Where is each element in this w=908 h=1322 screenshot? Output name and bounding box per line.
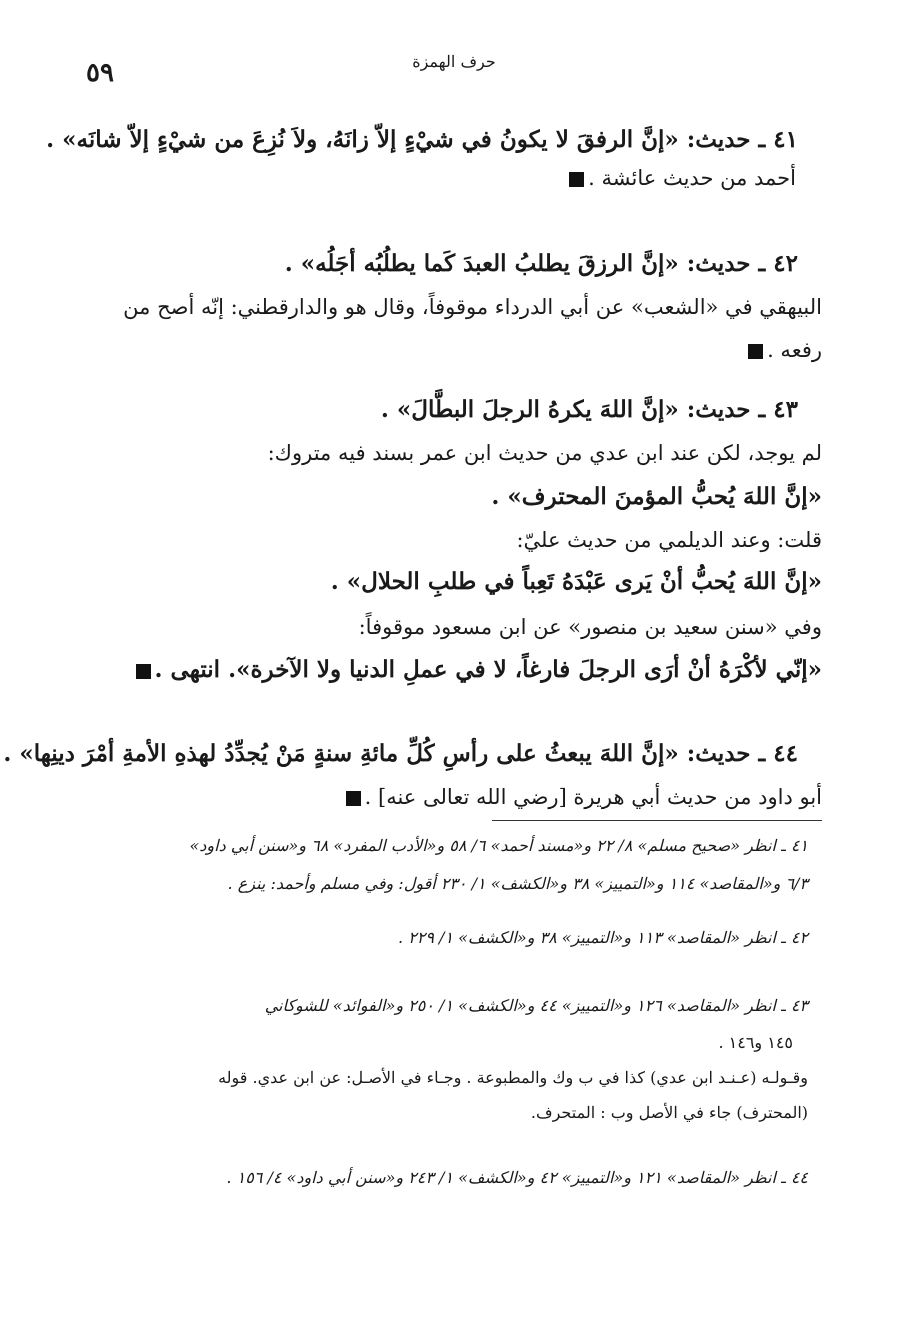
footnote-separator — [492, 820, 822, 821]
footnote-41-line2: ٦/٣ و«المقاصد» ١١٤ و«التمييز» ٣٨ و«الكشف» ١/ ٢٣٠ أقول: وفي مسلم وأحمد: ينزع . — [227, 874, 808, 893]
hadith-42-source-line1: البيهقي في «الشعب» عن أبي الدرداء موقوفاً، وقال هو والدارقطني: إنّه أصح من — [123, 295, 822, 319]
hadith-43-heading: ٤٣ ـ حديث: «إنَّ اللهَ يكرهُ الرجلَ البطَّالَ» . — [380, 396, 798, 423]
hadith-43-body-line5: وفي «سنن سعيد بن منصور» عن ابن مسعود موقوفاً: — [358, 615, 822, 639]
footnote-43-line3: وقـولـه (عـنـد ابن عدي) كذا في ب وك والمطبوعة . وجـاء في الأصـل: عن ابن عدي. قوله — [218, 1068, 808, 1087]
hadith-43-body-line1: لم يوجد، لكن عند ابن عدي من حديث ابن عمر بسند فيه متروك: — [267, 441, 822, 465]
hadith-44-heading: ٤٤ ـ حديث: «إنَّ اللهَ يبعثُ على رأسِ كُلِّ مائةِ سنةٍ مَنْ يُجدِّدُ لهذهِ الأمةِ أمْرَ دينِها» . — [3, 740, 798, 767]
hadith-42-heading: ٤٢ ـ حديث: «إنَّ الرزقَ يطلبُ العبدَ كَما يطلُبُه أجَلُه» . — [284, 250, 798, 277]
end-mark-icon — [346, 791, 361, 806]
hadith-43-body-line4: «إنَّ اللهَ يُحبُّ أنْ يَرى عَبْدَهُ تَعِباً في طلبِ الحلال» . — [330, 568, 822, 595]
footnote-42: ٤٢ ـ انظر «المقاصد» ١١٣ و«التمييز» ٣٨ و«الكشف» ١/ ٢٢٩ . — [398, 928, 808, 947]
hadith-44-source: أبو داود من حديث أبي هريرة [رضي الله تعالى عنه] . — [342, 787, 822, 808]
footnote-41-line1: ٤١ ـ انظر «صحيح مسلم» ٨/ ٢٢ و«مسند أحمد» ٦/ ٥٨ و«الأدب المفرد» ٦٨ و«سنن أبي داود» — [189, 836, 808, 855]
footnote-44: ٤٤ ـ انظر «المقاصد» ١٢١ و«التمييز» ٤٢ و«الكشف» ١/ ٢٤٣ و«سنن أبي داود» ٤/ ١٥٦ . — [226, 1168, 808, 1187]
end-mark-icon — [748, 344, 763, 359]
hadith-43-body-line2: «إنَّ اللهَ يُحبُّ المؤمنَ المحترف» . — [491, 483, 822, 510]
hadith-42-source-line2: رفعه . — [744, 340, 822, 361]
footnote-43-line1: ٤٣ ـ انظر «المقاصد» ١٢٦ و«التمييز» ٤٤ و«الكشف» ١/ ٢٥٠ و«الفوائد» للشوكاني — [264, 996, 808, 1015]
running-header: حرف الهمزة — [412, 52, 496, 71]
hadith-41-source: أحمد من حديث عائشة . — [565, 168, 796, 189]
footnote-43-line2: ١٤٥ و١٤٦ . — [718, 1033, 793, 1052]
end-mark-icon — [136, 664, 151, 679]
hadith-43-body-line6: «إنّي لأكْرَهُ أنْ أرَى الرجلَ فارغاً، لا في عملِ الدنيا ولا الآخرة». انتهى . — [132, 658, 822, 681]
hadith-41-heading: ٤١ ـ حديث: «إنَّ الرفقَ لا يكونُ في شيْءٍ إلاّ زانَهُ، ولاَ نُزِعَ من شيْءٍ إلاّ شانَه» . — [46, 126, 798, 153]
footnote-43-line4: (المحترف) جاء في الأصل وب : المتحرف. — [530, 1103, 808, 1122]
hadith-43-body-line3: قلت: وعند الديلمي من حديث عليّ: — [516, 528, 822, 552]
page-number: ٥٩ — [86, 58, 114, 88]
end-mark-icon — [569, 172, 584, 187]
